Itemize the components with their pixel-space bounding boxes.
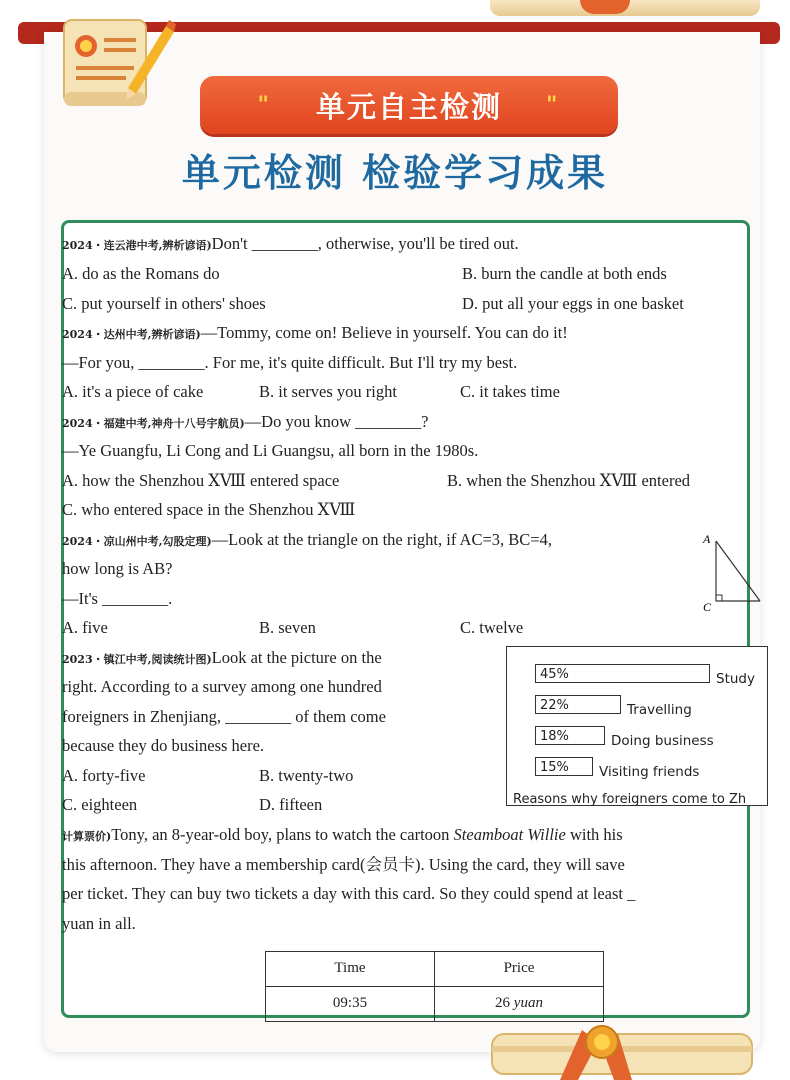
option-b: B. seven	[259, 618, 316, 637]
option-c: C. who entered space in the Shenzhou ⅩⅧ	[62, 500, 356, 519]
certificate-pencil-icon	[56, 6, 176, 116]
question-6-stem-4: yuan in all.	[62, 914, 136, 933]
question-5-stem: 2023・镇江中考,阅读统计图)Look at the picture on the	[62, 648, 382, 667]
question-6-stem-3: per ticket. They can buy two tickets a day with this card. So they could spend at least _	[62, 884, 636, 903]
survey-bar-label: Travelling	[627, 702, 692, 718]
question-3-options-row1	[62, 466, 782, 496]
option-a: A. forty-five	[62, 766, 146, 785]
question-source: 2024・凉山州中考,勾股定理)	[62, 535, 212, 548]
option-b: B. it serves you right	[259, 382, 397, 401]
question-source: 2024・连云港中考,辨析谚语)	[62, 239, 212, 252]
question-source: 计算票价)	[62, 830, 112, 843]
page-subtitle: 单元检测 检验学习成果	[181, 151, 609, 195]
option-c: C. eighteen	[62, 795, 138, 814]
table-header-time: Time	[266, 952, 435, 987]
question-1-stem: 2024・连云港中考,辨析谚语)Don't ________, otherwise, you'll be tired out.	[62, 234, 519, 253]
survey-bar-label: Doing business	[611, 733, 714, 749]
quote-mark-right: "	[546, 92, 561, 118]
section-title	[200, 76, 618, 134]
survey-caption: Reasons why foreigners come to Zh	[513, 792, 747, 807]
survey-chart	[506, 646, 768, 806]
table-header-price: Price	[435, 952, 604, 987]
survey-bar: 18%	[535, 726, 605, 745]
question-1-options-row1	[62, 259, 782, 289]
option-b: B. twenty-two	[259, 766, 354, 785]
survey-bar-label: Visiting friends	[599, 764, 700, 780]
option-d: D. fifteen	[259, 795, 323, 814]
survey-bar-label: Study	[716, 671, 755, 687]
option-b: B. when the Shenzhou ⅩⅧ entered	[447, 471, 691, 490]
price-table	[265, 951, 604, 1022]
table-cell-time: 09:35	[266, 987, 435, 1022]
question-2-options	[62, 377, 782, 407]
right-triangle-figure	[700, 532, 760, 615]
table-row	[266, 987, 604, 1022]
option-a: A. five	[62, 618, 108, 637]
exam-preview-frame	[61, 220, 755, 1018]
price-unit: yuan	[513, 995, 543, 1012]
question-2-stem-2: —For you, ________. For me, it's quite difficult. But I'll try my best.	[62, 353, 518, 372]
question-5-stem-4: because they do business here.	[62, 736, 265, 755]
question-3-stem-2: —Ye Guangfu, Li Cong and Li Guangsu, all born in the 1980s.	[62, 441, 479, 460]
question-5-options-row1	[62, 761, 502, 791]
question-4-stem-2: how long is AB?	[62, 559, 173, 578]
question-4-stem-3: —It's ________.	[62, 589, 173, 608]
option-a: A. do as the Romans do	[62, 264, 220, 283]
vertex-c-label: C	[703, 600, 712, 614]
option-d: D. put all your eggs in one basket	[462, 294, 684, 313]
question-2-stem: 2024・达州中考,辨析谚语)—Tommy, come on! Believe in yourself. You can do it!	[62, 323, 568, 342]
question-5-options-row2	[62, 790, 502, 820]
option-a: A. how the Shenzhou ⅩⅧ entered space	[62, 471, 340, 490]
question-6-stem: 计算票价)Tony, an 8-year-old boy, plans to watch the cartoon Steamboat Willie with his	[62, 825, 623, 844]
quote-mark-left: "	[257, 92, 272, 118]
question-source: 2024・达州中考,辨析谚语)	[62, 328, 201, 341]
option-b: B. burn the candle at both ends	[462, 264, 667, 283]
bottom-scroll-decoration	[482, 1020, 762, 1080]
survey-bar: 15%	[535, 757, 593, 776]
option-c: C. put yourself in others' shoes	[62, 294, 266, 313]
table-header-row	[266, 952, 604, 987]
option-a: A. it's a piece of cake	[62, 382, 204, 401]
question-1-options-row2	[62, 289, 782, 319]
question-4-stem: 2024・凉山州中考,勾股定理)—Look at the triangle on the right, if AC=3, BC=4,	[62, 530, 552, 549]
option-c: C. it takes time	[460, 382, 560, 401]
question-6-stem-2: this afternoon. They have a membership card(会员卡). Using the card, they will save	[62, 855, 625, 874]
question-4-options	[62, 613, 782, 643]
section-title-text: 单元自主检测	[315, 89, 502, 124]
option-c: C. twelve	[460, 618, 524, 637]
vertex-a-label: A	[703, 532, 711, 546]
film-title: Steamboat Willie	[453, 825, 566, 844]
table-cell-price: 26 yuan	[435, 987, 604, 1022]
question-5-stem-3: foreigners in Zhenjiang, ________ of them come	[62, 707, 386, 726]
ribbon-decoration	[580, 0, 630, 14]
question-source: 2023・镇江中考,阅读统计图)	[62, 653, 212, 666]
question-3-stem: 2024・福建中考,神舟十八号宇航员)—Do you know ________?	[62, 412, 429, 431]
survey-bar: 45%	[535, 664, 710, 683]
survey-bar: 22%	[535, 695, 621, 714]
question-5-stem-2: right. According to a survey among one hundred	[62, 677, 382, 696]
question-source: 2024・福建中考,神舟十八号宇航员)	[62, 417, 245, 430]
